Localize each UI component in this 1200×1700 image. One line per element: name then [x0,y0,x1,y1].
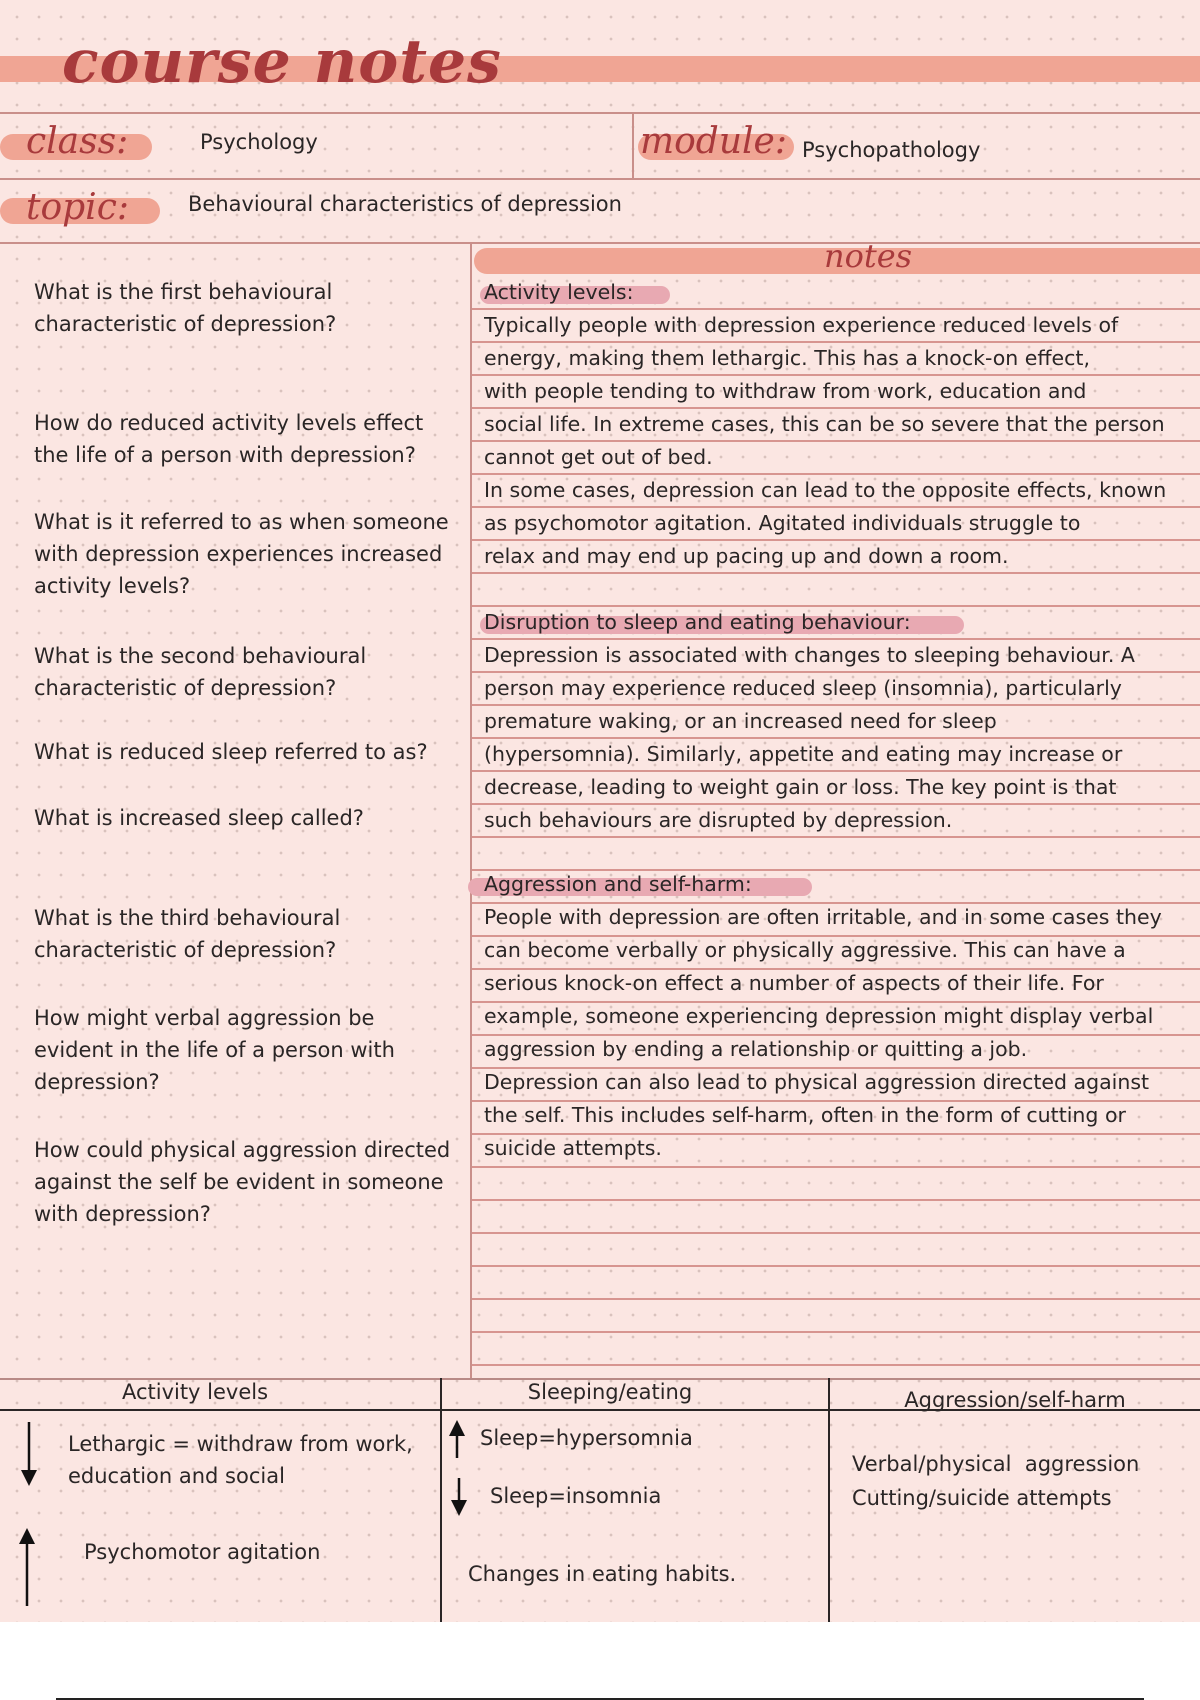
divider [632,112,634,180]
divider [0,112,1200,114]
note-line: decrease, leading to weight gain or loss. The key point is that [484,775,1117,799]
ruled-line [472,1331,1200,1333]
note-line: example, someone experiencing depression might display verbal [484,1004,1154,1028]
ruled-line [472,1298,1200,1300]
ruled-line [472,1265,1200,1267]
summary-heading-activity: Activity levels [121,1380,269,1404]
summary-heading-sleep: Sleeping/eating [527,1380,693,1404]
note-line: as psychomotor agitation. Agitated individuals struggle to [484,511,1081,535]
note-line: In some cases, depression can lead to the opposite effects, known [484,478,1167,502]
up-arrow-icon [16,1526,38,1608]
down-arrow-icon [448,1476,470,1518]
question: What is the third behavioural characteristic of depression? [34,906,341,962]
note-line: cannot get out of bed. [484,445,713,469]
ruled-line [472,1199,1200,1201]
summary-item: Sleep=insomnia [490,1484,662,1508]
class-value: Psychology [200,130,318,154]
down-arrow-icon [18,1420,40,1488]
note-line: such behaviours are disrupted by depression. [484,808,953,832]
ruled-line [472,1364,1200,1366]
ruled-line [472,1232,1200,1234]
question: What is reduced sleep referred to as? [34,740,428,764]
note-line: premature waking, or an increased need for sleep [484,709,997,733]
question: How do reduced activity levels effect the life of a person with depression? [34,411,424,467]
summary-item: Psychomotor agitation [84,1540,321,1564]
section-heading-activity: Activity levels: [484,280,634,304]
summary-item: Lethargic = withdraw from work, education and social [68,1432,413,1488]
up-arrow-icon [446,1418,468,1460]
summary-divider [828,1378,830,1622]
question: What is it referred to as when someone with depression experiences increased activity levels? [34,510,449,598]
module-label: module: [640,121,787,162]
note-line: serious knock-on effect a number of aspects of their life. For [484,971,1104,995]
note-line: with people tending to withdraw from work, education and [484,379,1087,403]
summary-heading-aggression: Aggression/self-harm [904,1388,1126,1412]
question: How might verbal aggression be evident in the life of a person with depression? [34,1006,395,1094]
question: How could physical aggression directed against the self be evident in someone with depression? [34,1138,451,1226]
summary-divider [440,1378,442,1622]
topic-label: topic: [26,187,129,228]
question: What is increased sleep called? [34,806,364,830]
question: What is the second behavioural characteristic of depression? [34,644,367,700]
summary-item: Cutting/suicide attempts [852,1486,1112,1510]
note-line: social life. In extreme cases, this can be so severe that the person [484,412,1165,436]
note-line: relax and may end up pacing up and down a room. [484,544,1009,568]
note-line: (hypersomnia). Similarly, appetite and eating may increase or [484,742,1123,766]
note-line: Typically people with depression experience reduced levels of [484,313,1119,337]
column-divider [470,242,472,1378]
notes-label: notes [824,237,913,275]
divider [0,178,1200,180]
note-line: aggression by ending a relationship or quitting a job. [484,1037,1028,1061]
topic-value: Behavioural characteristics of depression [188,192,622,216]
section-heading-aggression: Aggression and self-harm: [484,872,752,896]
summary-item: Sleep=hypersomnia [480,1426,693,1450]
note-line: energy, making them lethargic. This has a knock-on effect, [484,346,1090,370]
note-line: person may experience reduced sleep (insomnia), particularly [484,676,1122,700]
ruled-line [472,1166,1200,1168]
summary-item: Changes in eating habits. [468,1562,737,1586]
note-line: People with depression are often irritable, and in some cases they [484,905,1162,929]
note-line: the self. This includes self-harm, often in the form of cutting or [484,1103,1126,1127]
summary-item: Verbal/physical aggression [852,1452,1140,1476]
divider [0,242,1200,244]
note-line: Depression is associated with changes to sleeping behaviour. A [484,643,1135,667]
question: What is the first behavioural characteristic of depression? [34,280,337,336]
note-line: can become verbally or physically aggressive. This can have a [484,938,1126,962]
page-title: course notes [62,27,502,97]
note-line: suicide attempts. [484,1136,662,1160]
section-heading-sleep: Disruption to sleep and eating behaviour: [484,610,911,634]
note-line: Depression can also lead to physical aggression directed against [484,1070,1150,1094]
class-label: class: [26,121,129,162]
module-value: Psychopathology [802,138,981,162]
